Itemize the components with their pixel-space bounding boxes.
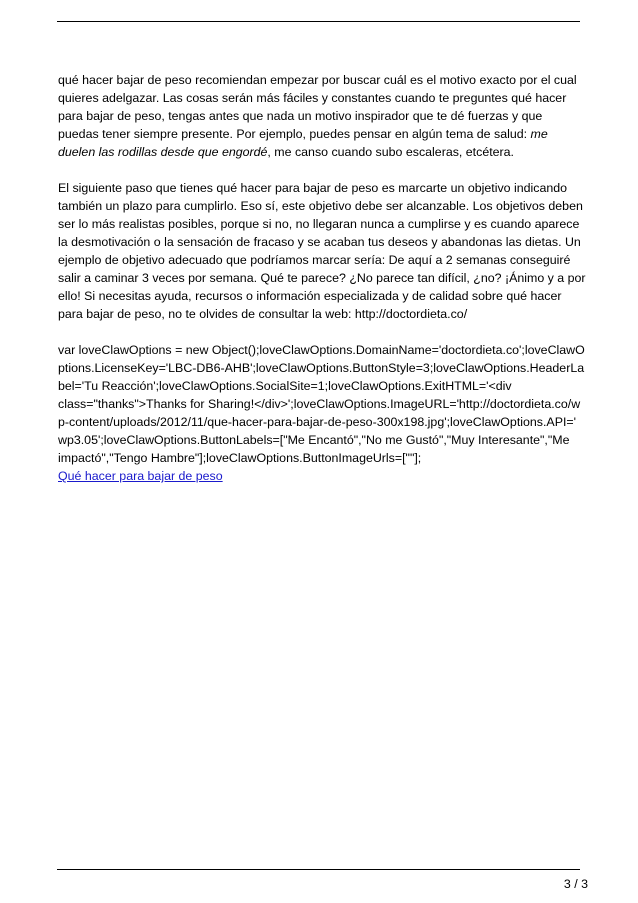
paragraph-motivation-text: qué hacer bajar de peso recomiendan empezar por buscar cuál es el motivo exacto por el cual quieres adelgazar. Las cosas serán más fáciles y constantes cuando te preguntes qué hacer para bajar de peso, tengas antes que nada un motivo inspirador que te dé fuerzas y que puedas tener siempre presente. Por ejemplo, puedes pensar en algún tema de salud: (58, 73, 577, 141)
header-rule (57, 21, 580, 22)
paragraph-motivation-emphasis: me duelen las rodillas desde que engordé (58, 127, 548, 159)
page-content (58, 71, 586, 485)
article-link[interactable]: Qué hacer para bajar de peso (58, 469, 223, 483)
script-code-text: var loveClawOptions = new Object();loveClawOptions.DomainName='doctordieta.co';loveClawO ptions.LicenseKey='LBC-DB6-AHB';loveClawOptions.ButtonStyle=3;loveClawOptions.HeaderLa bel='Tu Reacción';loveClawOptions.SocialSite=1;loveClawOptions.ExitHTML='<div class="thanks">Thanks for Sharing!</div>';loveClawOptions.ImageURL='http://doctordieta.co/w p-content/uploads/2012/11/que-hacer-para-bajar-de-peso-300x198.jpg';loveClawOptions.API=' wp3.05';loveClawOptions.ButtonLabels=["Me Encantó","No me Gustó","Muy Interesante","Me impactó","Tengo Hambre"];loveClawOptions.ButtonImageUrls=[""]; (58, 343, 585, 465)
page-number: 3 / 3 (563, 877, 588, 891)
footer-rule (57, 869, 580, 870)
paragraph-objective: El siguiente paso que tienes qué hacer para bajar de peso es marcarte un objetivo indicando también un plazo para cumplirlo. Eso sí, este objetivo debe ser alcanzable. Los objetivos deben ser lo más realistas posibles, porque si no, no llegaran nunca a cumplirse y es cuando aparece la desmotivación o la sensación de fracaso y se acaban tus deseos y abandonas las dietas. Un ejemplo de objetivo adecuado que podríamos marcar sería: De aquí a 2 semanas conseguiré salir a caminar 3 veces por semana. Qué te parece? ¿No parece tan difícil, ¿no? ¡Ánimo y a por ello! Si necesitas ayuda, recursos o información especializada y de calidad sobre qué hacer para bajar de peso, no te olvides de consultar la web: http://doctordieta.co/ (58, 181, 586, 321)
paragraph-motivation (58, 71, 586, 161)
paragraph-motivation-tail: , me canso cuando subo escaleras, etcétera. (267, 145, 515, 159)
